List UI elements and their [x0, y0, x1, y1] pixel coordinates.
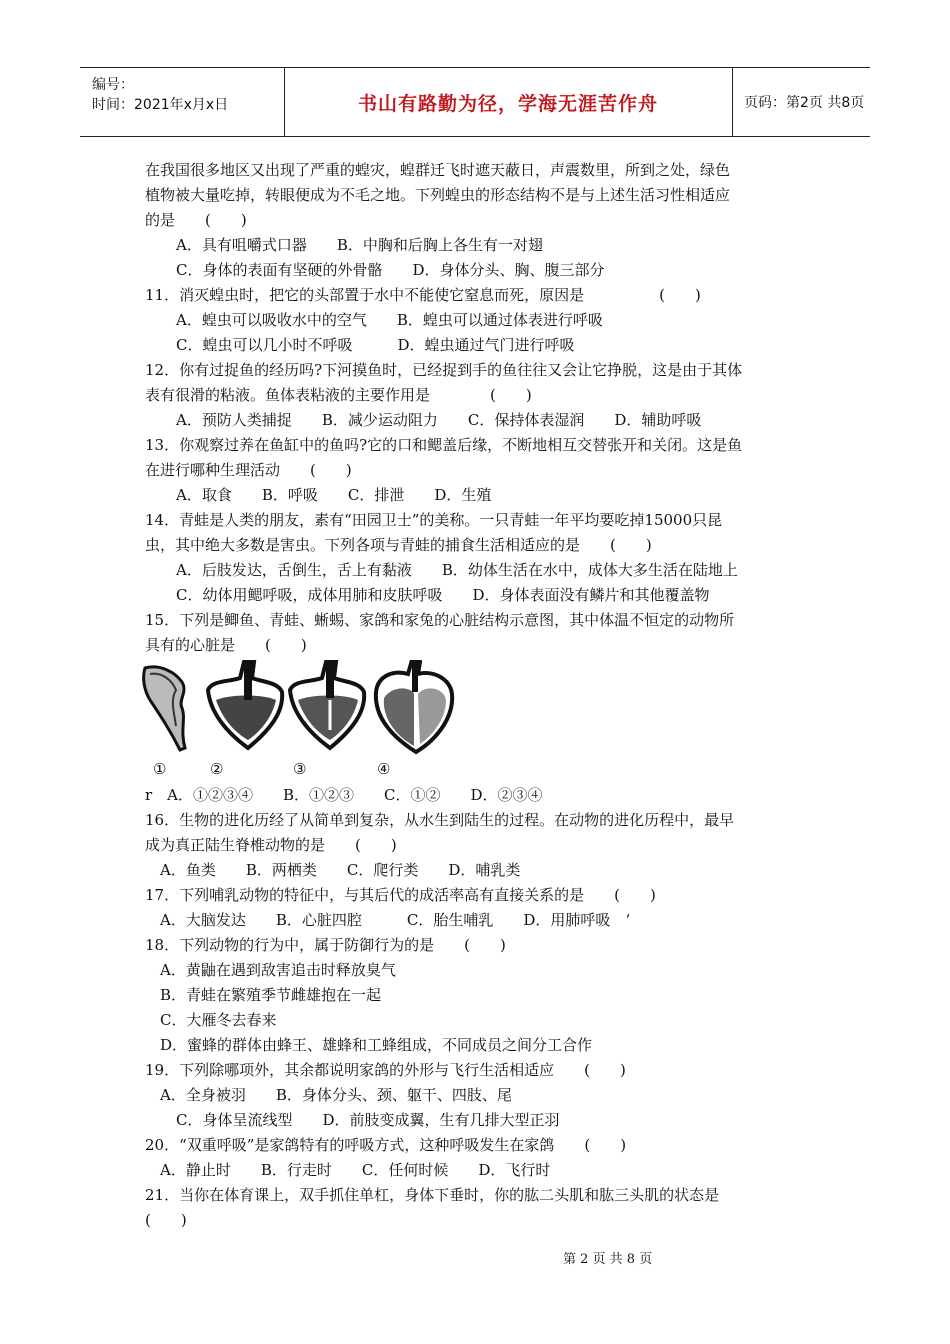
option-line: C．幼体用鳃呼吸，成体用肺和皮肤呼吸 D．身体表面没有鳞片和其他覆盖物 — [176, 586, 710, 604]
page-footer: 第 2 页 共 8 页 — [563, 1252, 653, 1267]
text-line: 成为真正陆生脊椎动物的是 ( ) — [145, 836, 397, 854]
text-line: 虫，其中绝大多数是害虫。下列各项与青蛙的捕食生活相适应的是 ( ) — [145, 536, 652, 554]
heart-diagrams — [140, 660, 460, 760]
question-14: 14．青蛙是人类的朋友，素有“田园卫士”的美称。一只青蛙一年平均要吃掉15000只昆 — [145, 511, 723, 529]
option-line: B．青蛙在繁殖季节雌雄抱在一起 — [160, 986, 382, 1004]
time-label: 时间：2021年x月x日 — [92, 97, 229, 113]
option-line: A．蝗虫可以吸收水中的空气 B．蝗虫可以通过体表进行呼吸 — [176, 311, 603, 329]
option-line: C．蝗虫可以几小时不呼吸 D．蝗虫通过气门进行呼吸 — [176, 336, 575, 354]
code-label: 编号： — [92, 77, 134, 93]
question-19: 19．下列除哪项外，其余都说明家鸽的外形与飞行生活相适应 ( ) — [145, 1061, 626, 1079]
text-line: 具有的心脏是 ( ) — [145, 636, 307, 654]
figure-label-3: ③ — [293, 760, 307, 778]
question-12: 12．你有过捉鱼的经历吗?下河摸鱼时，已经捉到手的鱼往往又会让它挣脱，这是由于其体 — [145, 361, 743, 379]
question-17: 17．下列哺乳动物的特征中，与其后代的成活率高有直接关系的是 ( ) — [145, 886, 656, 904]
option-line: C．身体的表面有坚硬的外骨骼 D．身体分头、胸、腹三部分 — [176, 261, 605, 279]
page-header — [80, 67, 870, 137]
option-line: A．黄鼬在遇到敌害追击时释放臭气 — [160, 961, 396, 979]
option-line: A．鱼类 B．两栖类 C．爬行类 D．哺乳类 — [160, 861, 521, 879]
option-line: A．大脑发达 B．心脏四腔 C．胎生哺乳 D．用肺呼吸 ‘ — [160, 911, 631, 929]
text-line: 的是 ( ) — [145, 211, 247, 229]
option-line: A．具有咀嚼式口器 B．中胸和后胸上各生有一对翅 — [176, 236, 543, 254]
question-18: 18．下列动物的行为中，属于防御行为的是 ( ) — [145, 936, 506, 954]
question-20: 20．“双重呼吸”是家鸽特有的呼吸方式，这种呼吸发生在家鸽 ( ) — [145, 1136, 627, 1154]
question-16: 16．生物的进化历经了从简单到复杂，从水生到陆生的过程。在动物的进化历程中，最早 — [145, 811, 735, 829]
header-motto-cell — [284, 68, 733, 136]
option-line: A．全身被羽 B．身体分头、颈、躯干、四肢、尾 — [160, 1086, 512, 1104]
question-13: 13．你观察过养在鱼缸中的鱼吗?它的口和鳃盖后缘，不断地相互交替张开和关闭。这是鱼 — [145, 436, 743, 454]
option-line: A．后肢发达，舌倒生，舌上有黏液 B．幼体生活在水中，成体大多生活在陆地上 — [176, 561, 738, 579]
option-line: A．取食 B．呼吸 C．排泄 D．生殖 — [176, 486, 492, 504]
lizard-heart-figure — [290, 662, 364, 748]
figure-label-2: ② — [210, 760, 224, 778]
header-meta-cell — [80, 68, 285, 136]
option-line: C．大雁冬去春来 — [160, 1011, 277, 1029]
text-line: 在我国很多地区又出现了严重的蝗灾，蝗群迁飞时遮天蔽日，声震数里，所到之处，绿色 — [145, 161, 731, 179]
bird-heart-figure — [376, 660, 452, 752]
question-11: 11．消灭蝗虫时，把它的头部置于水中不能使它窒息而死，原因是 ( ) — [145, 286, 701, 304]
motto: 书山有路勤为径，学海无涯苦作舟 — [357, 92, 658, 115]
option-line: A．静止时 B．行走时 C．任何时候 D．飞行时 — [160, 1161, 551, 1179]
frog-heart-figure — [208, 662, 282, 748]
question-21: 21．当你在体育课上，双手抓住单杠，身体下垂时，你的肱二头肌和肱三头肌的状态是 — [145, 1186, 720, 1204]
question-15: 15．下列是鲫鱼、青蛙、蜥蜴、家鸽和家兔的心脏结构示意图，其中体温不恒定的动物所 — [145, 611, 735, 629]
text-line: 在进行哪种生理活动 ( ) — [145, 461, 352, 479]
figure-label-1: ① — [153, 760, 167, 778]
text-line: 植物被大量吃掉，转眼便成为不毛之地。下列蝗虫的形态结构不是与上述生活习性相适应 — [145, 186, 731, 204]
option-line: r A．①②③④ B．①②③ C．①② D．②③④ — [145, 786, 543, 804]
header-page-cell — [732, 68, 870, 136]
text-line: ( ) — [145, 1211, 187, 1229]
figure-label-4: ④ — [377, 760, 391, 778]
option-line: D．蜜蜂的群体由蜂王、雄蜂和工蜂组成，不同成员之间分工合作 — [160, 1036, 593, 1054]
option-line: A．预防人类捕捉 B．减少运动阻力 C．保持体表湿润 D．辅助呼吸 — [176, 411, 702, 429]
option-line: C．身体呈流线型 D．前肢变成翼，生有几排大型正羽 — [176, 1111, 560, 1129]
text-line: 表有很滑的粘液。鱼体表粘液的主要作用是 ( ) — [145, 386, 532, 404]
fish-heart-figure — [144, 667, 185, 750]
page-label: 页码：第2页 共8页 — [744, 95, 865, 111]
